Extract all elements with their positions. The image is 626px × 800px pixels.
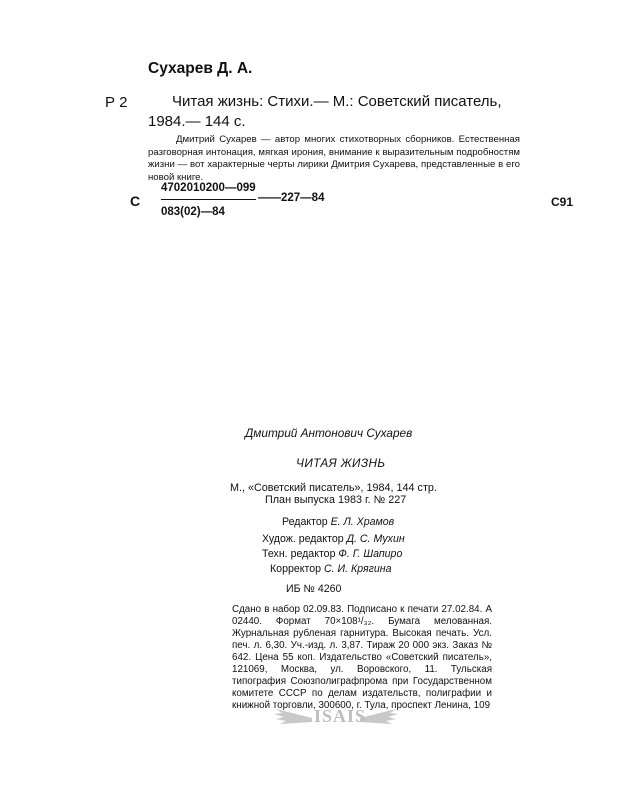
imprint-publisher: М., «Советский писатель», 1984, 144 стр. bbox=[230, 482, 437, 494]
credit-tech-editor bbox=[262, 548, 402, 560]
credit-role: Техн. редактор bbox=[262, 548, 336, 560]
credit-name: С. И. Крягина bbox=[323, 563, 392, 575]
annotation-text: Дмитрий Сухарев — автор многих стихотворных сборников. Естественная разговорная интонация, мягкая ирония, внимание к выразительным подробностям жизни — вот характерные черты лирики Дмитрия Сухарева, представленные в его новой книге. bbox=[148, 134, 520, 183]
code-numerator: 4702010200—099 bbox=[161, 182, 256, 194]
imprint-author: Дмитрий Антонович Сухарев bbox=[245, 426, 413, 440]
catalog-index: Р 2 bbox=[105, 94, 128, 111]
code-plan-number: ——227—84 bbox=[258, 192, 325, 204]
code-plan-number-text: 227—84 bbox=[281, 192, 325, 204]
classification-code: С91 bbox=[551, 195, 574, 209]
credit-role: Худож. редактор bbox=[262, 533, 344, 545]
credit-name: Е. Л. Храмов bbox=[330, 516, 395, 528]
code-denominator: 083(02)—84 bbox=[161, 206, 225, 218]
credit-art-editor bbox=[262, 533, 405, 545]
isais-watermark-logo bbox=[272, 703, 400, 733]
catalog-title-line1: Читая жизнь: Стихи.— М.: Советский писатель, bbox=[172, 93, 502, 110]
credit-editor bbox=[282, 516, 394, 528]
catalog-author: Сухарев Д. А. bbox=[148, 60, 253, 77]
credit-role: Корректор bbox=[270, 563, 322, 575]
code-fraction-line bbox=[161, 199, 256, 200]
credit-name: Д. С. Мухин bbox=[346, 533, 405, 545]
colophon: Сдано в набор 02.09.83. Подписано к печати 27.02.84. А 02440. Формат 70×108¹/₃₂. Бумага мелованная. Журнальная рубленая гарнитура. Высокая печать. Усл. печ. л. 6,30. Уч.-изд. л. 3,87. Тираж 20 000 экз. Заказ № 642. Цена 55 коп. Издательство «Советский писатель», 121069, Москва, ул. Воровского, 11. Тульская типография Союзполиграфпрома при Государственном комитете СССР по делам издательств, полиграфии и книжной торговли, 300600, г. Тула, проспект Ленина, 109 bbox=[232, 604, 492, 711]
catalog-title-line2: 1984.— 144 с. bbox=[148, 113, 246, 130]
credit-role: Редактор bbox=[282, 516, 328, 528]
imprint-plan: План выпуска 1983 г. № 227 bbox=[265, 494, 407, 506]
credit-proofreader bbox=[270, 563, 391, 575]
imprint-title: ЧИТАЯ ЖИЗНЬ bbox=[296, 456, 386, 470]
credit-name: Ф. Г. Шапиро bbox=[338, 548, 403, 560]
watermark-text: ISAIS bbox=[314, 706, 367, 726]
ib-number: ИБ № 4260 bbox=[286, 583, 342, 595]
code-letter: С bbox=[130, 193, 141, 209]
annotation bbox=[148, 134, 520, 184]
